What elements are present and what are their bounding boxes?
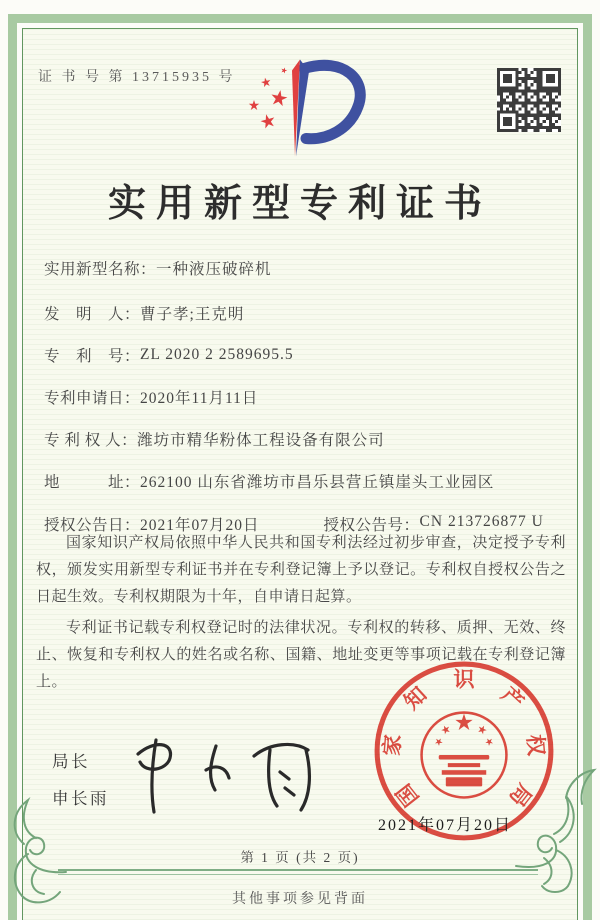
shen-changyu-signature-icon	[118, 730, 333, 822]
svg-text:权: 权	[522, 733, 549, 757]
svg-text:识: 识	[453, 667, 475, 692]
signer-title: 局长	[52, 752, 90, 771]
grant-number-label: 授权公告号：	[323, 517, 420, 534]
field-label: 地 址：	[44, 474, 141, 491]
field-value: 曹子孝;王克明	[140, 306, 245, 323]
field-label: 发 明 人：	[44, 306, 141, 323]
svg-text:局: 局	[504, 779, 537, 811]
certificate-number: 证 书 号 第 13715935 号	[38, 70, 236, 85]
certificate-title: 实用新型专利证书	[107, 183, 492, 225]
field-value: 262100 山东省潍坊市昌乐县营丘镇崖头工业园区	[140, 474, 495, 491]
field-value: 潍坊市精华粉体工程设备有限公司	[137, 432, 385, 449]
legal-paragraph-1: 国家知识产权局依照中华人民共和国专利法经过初步审查，决定授予专利权，颁发实用新型专利证书并在专利登记簿上予以登记。专利权自授权公告之日起生效。专利权期限为十年，自申请日起算。	[36, 535, 566, 605]
cnipa-ip-logo-icon	[232, 52, 372, 167]
svg-text:国: 国	[391, 779, 424, 811]
grant-number-value: CN 213726877 U	[419, 513, 544, 530]
back-note: 其他事项参见背面	[232, 892, 368, 907]
field-row-patentee	[44, 418, 564, 460]
legal-paragraph-2: 专利证书记载专利权登记时的法律状况。专利权的转移、质押、无效、终止、恢复和专利权人的姓名或名称、国籍、地址变更等事项记载在专利登记簿上。	[36, 620, 566, 690]
flourish-right-icon	[514, 762, 598, 898]
grant-date-label: 授权公告日：	[44, 517, 141, 534]
svg-text:知: 知	[399, 682, 432, 715]
qr-code-icon	[497, 68, 561, 132]
field-label: 实用新型名称：	[44, 261, 157, 278]
field-label: 专 利 号：	[44, 348, 141, 365]
field-row-filing-date	[44, 376, 564, 418]
field-row-address	[44, 460, 564, 502]
svg-text:产: 产	[496, 682, 529, 715]
seal-date: 2021年07月20日	[378, 817, 513, 834]
svg-text:家: 家	[379, 733, 406, 757]
field-label: 专利申请日：	[44, 390, 141, 407]
signer-name: 申长雨	[52, 789, 109, 808]
field-value: 2020年11月11日	[140, 390, 259, 407]
grant-date-value: 2021年07月20日	[140, 517, 260, 534]
field-row-name	[44, 244, 564, 292]
footer-rule	[58, 869, 538, 875]
page-number: 第 1 页 (共 2 页)	[240, 850, 360, 865]
field-value: 一种液压破碎机	[156, 261, 272, 278]
field-row-inventors	[44, 292, 564, 334]
field-row-patent-number	[44, 334, 564, 376]
certificate-fields	[44, 244, 564, 546]
field-value: ZL 2020 2 2589695.5	[140, 346, 294, 363]
field-label: 专 利 权 人：	[44, 432, 138, 449]
